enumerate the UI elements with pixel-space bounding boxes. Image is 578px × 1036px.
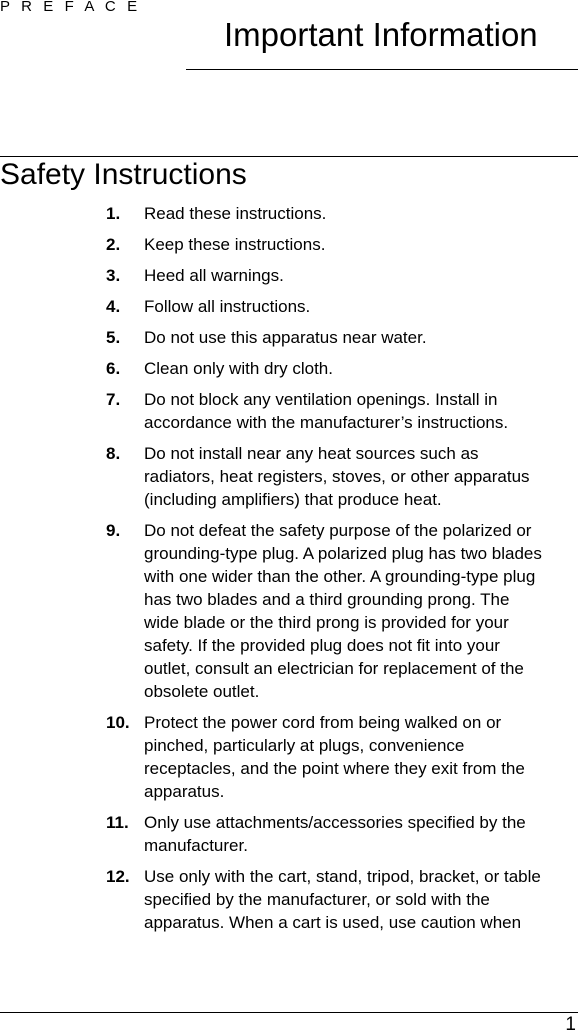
list-item (106, 388, 578, 434)
item-text: Do not use this apparatus near water. (144, 328, 427, 347)
item-number: 4. (106, 297, 121, 316)
item-number: 8. (106, 444, 121, 463)
item-number: 10. (106, 713, 130, 732)
item-text: Follow all instructions. (144, 297, 311, 316)
item-text: Do not defeat the safety purpose of the polarized or grounding-type plug. A polarized plug has two blades with one wider than the other. A grounding-type plug has two blades and a third grounding prong. The wide blade or the third prong is provided for your safety. If the provided plug does not fit into your outlet, consult an electrician for replacement of the obsolete outlet. (144, 521, 542, 701)
section-title: Safety Instructions (0, 158, 247, 191)
list-item (106, 295, 578, 318)
footer-divider (0, 1012, 578, 1013)
item-number: 3. (106, 266, 121, 285)
item-text: Do not block any ventilation openings. Install in accordance with the manufacturer’s instructions. (144, 390, 509, 432)
list-item (106, 326, 578, 349)
item-number: 11. (106, 813, 129, 832)
item-text: Do not install near any heat sources such as radiators, heat registers, stoves, or other apparatus (including amplifiers) that produce heat. (144, 444, 530, 509)
item-text: Read these instructions. (144, 204, 327, 223)
list-item (106, 865, 578, 934)
list-item (106, 357, 578, 380)
chapter-title: Important Information (224, 16, 538, 53)
list-item (106, 811, 578, 857)
item-number: 9. (106, 521, 121, 540)
item-number: 2. (106, 235, 121, 254)
item-text: Heed all warnings. (144, 266, 284, 285)
chapter-title-divider (186, 69, 578, 70)
list-item (106, 711, 578, 803)
list-item (106, 202, 578, 225)
list-item (106, 519, 578, 703)
item-number: 7. (106, 390, 121, 409)
item-text: Keep these instructions. (144, 235, 326, 254)
item-number: 1. (106, 204, 121, 223)
item-text: Use only with the cart, stand, tripod, bracket, or table specified by the manufacturer, or sold with the apparatus. When a cart is used, use caution when (144, 867, 541, 932)
item-number: 6. (106, 359, 121, 378)
list-item (106, 264, 578, 287)
running-header-label: P R E F A C E (0, 0, 141, 15)
item-number: 5. (106, 328, 121, 347)
page-number: 1 (565, 1014, 576, 1035)
list-item (106, 442, 578, 511)
item-text: Only use attachments/accessories specified by the manufacturer. (144, 813, 526, 855)
item-number: 12. (106, 867, 130, 886)
safety-instructions-list (106, 202, 578, 942)
item-text: Protect the power cord from being walked on or pinched, particularly at plugs, convenience receptacles, and the point where they exit from the apparatus. (144, 713, 525, 801)
list-item (106, 233, 578, 256)
item-text: Clean only with dry cloth. (144, 359, 333, 378)
